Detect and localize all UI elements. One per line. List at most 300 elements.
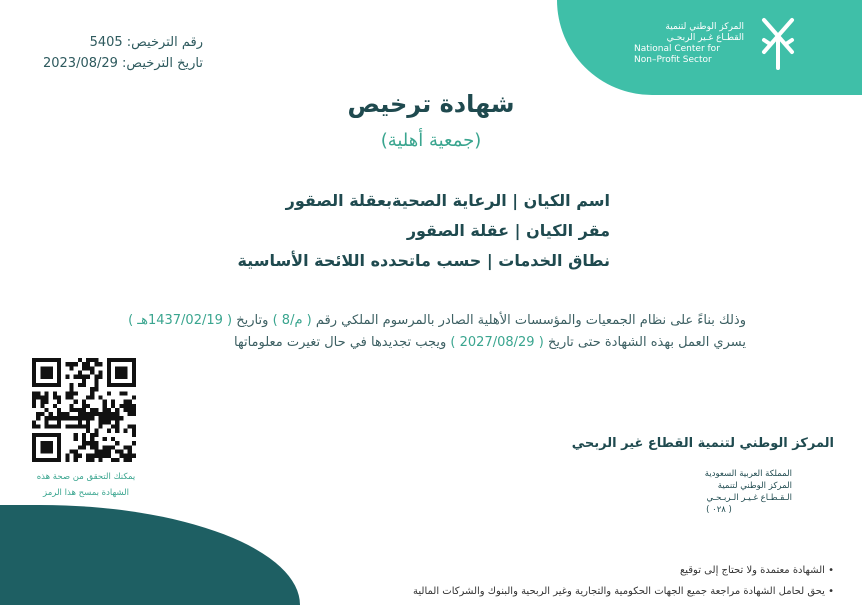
qr-module — [57, 450, 61, 454]
qr-module — [124, 370, 128, 374]
qr-module — [32, 379, 36, 383]
qr-module — [119, 358, 123, 362]
qr-module — [115, 408, 119, 412]
qr-module — [94, 433, 98, 437]
qr-module — [124, 400, 128, 404]
qr-module — [86, 395, 90, 399]
qr-module — [69, 404, 73, 408]
qr-module — [78, 370, 82, 374]
qr-module — [82, 379, 86, 383]
qr-module — [57, 358, 61, 362]
qr-module — [78, 420, 82, 424]
qr-module — [49, 375, 53, 379]
qr-module — [44, 400, 48, 404]
qr-module — [111, 404, 115, 408]
qr-module — [132, 379, 136, 383]
qr-module — [36, 412, 40, 416]
qr-module — [69, 408, 73, 412]
legal-line1-text: وذلك بناءً على نظام الجمعيات والمؤسسات الأهلية الصادر بالمرسوم الملكي رقم — [315, 313, 746, 328]
qr-module — [115, 375, 119, 379]
qr-module — [44, 395, 48, 399]
qr-module — [119, 391, 123, 395]
logo-english-line2: Non–Profit Sector — [634, 55, 712, 65]
qr-module — [49, 416, 53, 420]
qr-module — [90, 391, 94, 395]
qr-module — [36, 391, 40, 395]
qr-module — [57, 437, 61, 441]
qr-module — [90, 437, 94, 441]
qr-module — [57, 366, 61, 370]
qr-module — [74, 375, 78, 379]
qr-module — [124, 404, 128, 408]
qr-module — [40, 358, 44, 362]
qr-module — [119, 450, 123, 454]
qr-module — [32, 395, 36, 399]
qr-module — [44, 391, 48, 395]
qr-module — [65, 425, 69, 429]
qr-module — [132, 429, 136, 433]
qr-module — [86, 375, 90, 379]
qr-module — [44, 458, 48, 462]
qr-module — [82, 433, 86, 437]
qr-module — [90, 395, 94, 399]
qr-module — [82, 366, 86, 370]
qr-module — [53, 425, 57, 429]
qr-module — [49, 445, 53, 449]
qr-module — [94, 450, 98, 454]
qr-module — [57, 425, 61, 429]
qr-module — [32, 375, 36, 379]
qr-module — [82, 441, 86, 445]
qr-module — [107, 366, 111, 370]
qr-module — [90, 445, 94, 449]
qr-module — [49, 450, 53, 454]
qr-module — [115, 416, 119, 420]
stamp-line2: المركز الوطني لتنمية — [717, 481, 792, 491]
qr-module — [111, 437, 115, 441]
qr-module — [74, 425, 78, 429]
qr-module — [40, 400, 44, 404]
qr-module — [111, 412, 115, 416]
qr-module — [94, 358, 98, 362]
qr-module — [69, 383, 73, 387]
qr-module — [32, 458, 36, 462]
qr-module — [44, 425, 48, 429]
qr-module — [49, 383, 53, 387]
qr-module — [32, 370, 36, 374]
qr-module — [107, 362, 111, 366]
certificate-title: شهادة ترخيص — [347, 90, 515, 118]
qr-module — [57, 362, 61, 366]
qr-module — [132, 454, 136, 458]
qr-module — [82, 400, 86, 404]
qr-module — [107, 358, 111, 362]
qr-module — [94, 379, 98, 383]
qr-module — [44, 383, 48, 387]
qr-module — [111, 425, 115, 429]
qr-module — [57, 379, 61, 383]
qr-module — [107, 450, 111, 454]
qr-module — [53, 416, 57, 420]
stamp-line1: المملكة العربية السعودية — [704, 469, 792, 479]
qr-module — [82, 375, 86, 379]
qr-module — [132, 425, 136, 429]
qr-module — [78, 375, 82, 379]
qr-module — [124, 408, 128, 412]
qr-module — [69, 362, 73, 366]
qr-module — [124, 454, 128, 458]
qr-module — [65, 416, 69, 420]
qr-module — [32, 433, 36, 437]
qr-module — [44, 450, 48, 454]
qr-module — [132, 375, 136, 379]
license-meta — [27, 32, 203, 74]
qr-module — [86, 429, 90, 433]
qr-module — [90, 458, 94, 462]
qr-module — [69, 395, 73, 399]
qr-module — [103, 454, 107, 458]
qr-module — [107, 429, 111, 433]
qr-module — [44, 420, 48, 424]
qr-module — [65, 458, 69, 462]
qr-module — [94, 429, 98, 433]
qr-module — [86, 420, 90, 424]
qr-module — [57, 420, 61, 424]
qr-module — [132, 370, 136, 374]
qr-module — [36, 425, 40, 429]
qr-module — [99, 416, 103, 420]
qr-module — [128, 400, 132, 404]
qr-module — [94, 454, 98, 458]
qr-module — [115, 450, 119, 454]
qr-module — [44, 441, 48, 445]
qr-module — [86, 441, 90, 445]
qr-module — [82, 383, 86, 387]
qr-module — [57, 375, 61, 379]
qr-module — [82, 412, 86, 416]
entity-name: اسم الكيان | الرعاية الصحيةبعقلة الصقور — [285, 191, 610, 210]
qr-module — [103, 416, 107, 420]
qr-module — [103, 412, 107, 416]
qr-module — [53, 383, 57, 387]
qr-module — [53, 404, 57, 408]
issuer-stamp — [680, 468, 792, 516]
qr-module — [86, 412, 90, 416]
legal-paragraph — [120, 310, 746, 354]
logo-english-line1: National Center for — [634, 44, 720, 54]
qr-module — [74, 408, 78, 412]
qr-module — [78, 358, 82, 362]
qr-module — [74, 362, 78, 366]
qr-module — [115, 366, 119, 370]
qr-module — [94, 445, 98, 449]
qr-module — [99, 375, 103, 379]
qr-module — [111, 358, 115, 362]
qr-module — [103, 450, 107, 454]
qr-module — [57, 433, 61, 437]
qr-module — [115, 383, 119, 387]
qr-module — [128, 445, 132, 449]
qr-module — [107, 420, 111, 424]
notes-list — [413, 560, 834, 602]
qr-module — [132, 383, 136, 387]
qr-module — [32, 437, 36, 441]
logo-text — [634, 22, 744, 66]
qr-module — [69, 366, 73, 370]
footer-corner-shape — [0, 505, 300, 605]
logo-arabic-line1: المركز الوطني لتنمية — [665, 22, 744, 32]
qr-module — [57, 395, 61, 399]
qr-module — [90, 416, 94, 420]
qr-module — [111, 445, 115, 449]
qr-module — [99, 395, 103, 399]
qr-module — [124, 375, 128, 379]
qr-module — [124, 383, 128, 387]
qr-module — [132, 358, 136, 362]
qr-module — [132, 441, 136, 445]
qr-module — [65, 375, 69, 379]
qr-module — [128, 450, 132, 454]
qr-module — [119, 454, 123, 458]
qr-module — [74, 400, 78, 404]
legal-line-1 — [120, 310, 746, 332]
qr-module — [36, 416, 40, 420]
qr-module — [124, 445, 128, 449]
qr-module — [132, 395, 136, 399]
qr-module — [107, 412, 111, 416]
qr-module — [119, 383, 123, 387]
qr-module — [57, 370, 61, 374]
qr-module — [86, 358, 90, 362]
note-text: الشهادة معتمدة ولا تحتاج إلى توقيع — [679, 565, 825, 576]
qr-module — [32, 454, 36, 458]
qr-module — [53, 395, 57, 399]
qr-module — [40, 375, 44, 379]
qr-module — [78, 383, 82, 387]
qr-module — [40, 445, 44, 449]
qr-module — [44, 370, 48, 374]
qr-module — [49, 433, 53, 437]
qr-module — [57, 454, 61, 458]
license-number: رقم الترخيص: 5405 — [89, 35, 203, 50]
logo — [634, 14, 800, 74]
qr-module — [90, 441, 94, 445]
qr-module — [94, 412, 98, 416]
qr-module — [69, 416, 73, 420]
note-item: • يحق لحامل الشهادة مراجعة جميع الجهات الحكومية والتجارية وغير الربحية والبنوك والشركات المالية — [413, 586, 834, 597]
qr-module — [99, 370, 103, 374]
note-text: يحق لحامل الشهادة مراجعة جميع الجهات الحكومية والتجارية وغير الربحية والبنوك والشركات المالية — [413, 586, 825, 597]
qr-module — [49, 425, 53, 429]
qr-module — [115, 370, 119, 374]
qr-module — [44, 416, 48, 420]
qr-module — [36, 395, 40, 399]
qr-module — [124, 391, 128, 395]
qr-module — [103, 445, 107, 449]
qr-module — [99, 454, 103, 458]
qr-module — [32, 362, 36, 366]
license-date: تاريخ الترخيص: 2023/08/29 — [42, 56, 203, 71]
qr-module — [65, 395, 69, 399]
qr-module — [107, 383, 111, 387]
qr-module — [57, 383, 61, 387]
qr-module — [107, 454, 111, 458]
qr-module — [111, 458, 115, 462]
qr-note-line2: الشهادة بمسح هذا الرمز — [43, 488, 129, 498]
qr-module — [69, 391, 73, 395]
qr-module — [86, 458, 90, 462]
qr-module — [99, 458, 103, 462]
qr-code-icon[interactable] — [32, 358, 136, 462]
qr-module — [86, 454, 90, 458]
qr-module — [82, 404, 86, 408]
services-scope: نطاق الخدمات | حسب ماتحدده اللائحة الأساسية — [237, 251, 610, 270]
qr-module — [40, 458, 44, 462]
qr-module — [40, 366, 44, 370]
qr-module — [61, 416, 65, 420]
qr-module — [111, 383, 115, 387]
qr-module — [40, 450, 44, 454]
qr-module — [82, 416, 86, 420]
qr-module — [74, 433, 78, 437]
qr-module — [40, 370, 44, 374]
qr-module — [115, 458, 119, 462]
qr-module — [65, 362, 69, 366]
qr-module — [57, 400, 61, 404]
qr-module — [119, 375, 123, 379]
qr-module — [40, 383, 44, 387]
entity-details — [200, 186, 610, 276]
qr-module — [128, 358, 132, 362]
legal-line-2 — [120, 332, 746, 354]
qr-module — [86, 416, 90, 420]
qr-module — [86, 425, 90, 429]
qr-module — [40, 433, 44, 437]
qr-module — [107, 408, 111, 412]
qr-module — [32, 400, 36, 404]
qr-module — [53, 358, 57, 362]
qr-module — [128, 412, 132, 416]
qr-module — [53, 458, 57, 462]
qr-module — [115, 420, 119, 424]
qr-module — [94, 383, 98, 387]
qr-module — [82, 425, 86, 429]
qr-module — [90, 454, 94, 458]
qr-module — [94, 441, 98, 445]
qr-module — [36, 358, 40, 362]
qr-module — [132, 404, 136, 408]
qr-module — [86, 362, 90, 366]
issuer-name: المركز الوطني لتنمية القطاع غير الربحي — [571, 436, 834, 451]
entity-location: مقر الكيان | عقلة الصقور — [406, 221, 610, 240]
qr-module — [36, 433, 40, 437]
qr-module — [132, 408, 136, 412]
qr-module — [90, 408, 94, 412]
qr-module — [40, 395, 44, 399]
qr-module — [49, 370, 53, 374]
decree-number: ( م/8 ) — [272, 313, 312, 328]
qr-module — [90, 433, 94, 437]
qr-note-line1: يمكنك التحقق من صحة هذه — [36, 472, 136, 482]
qr-module — [82, 445, 86, 449]
qr-module — [103, 437, 107, 441]
qr-module — [49, 358, 53, 362]
qr-module — [94, 362, 98, 366]
qr-module — [53, 391, 57, 395]
qr-module — [78, 454, 82, 458]
qr-module — [36, 383, 40, 387]
qr-module — [44, 366, 48, 370]
qr-module — [103, 404, 107, 408]
qr-module — [57, 416, 61, 420]
qr-module — [90, 358, 94, 362]
validity-text: يسري العمل بهذه الشهادة حتى تاريخ — [547, 335, 746, 350]
qr-module — [82, 437, 86, 441]
qr-module — [40, 404, 44, 408]
qr-module — [119, 404, 123, 408]
qr-module — [32, 445, 36, 449]
qr-module — [128, 383, 132, 387]
note-item: • الشهادة معتمدة ولا تحتاج إلى توقيع — [679, 565, 834, 576]
qr-module — [49, 441, 53, 445]
decree-date: ( 1437/02/19هـ ) — [128, 313, 233, 328]
qr-module — [107, 379, 111, 383]
qr-module — [65, 412, 69, 416]
qr-module — [65, 454, 69, 458]
qr-module — [99, 425, 103, 429]
qr-module — [44, 408, 48, 412]
qr-module — [115, 429, 119, 433]
qr-module — [32, 358, 36, 362]
qr-module — [57, 441, 61, 445]
qr-module — [74, 454, 78, 458]
qr-module — [49, 458, 53, 462]
qr-module — [90, 387, 94, 391]
qr-module — [124, 358, 128, 362]
certificate-subtitle: (جمعية أهلية) — [380, 130, 482, 151]
ncnp-logo-icon — [756, 14, 800, 74]
qr-module — [132, 433, 136, 437]
qr-module — [94, 408, 98, 412]
qr-module — [119, 366, 123, 370]
qr-module — [44, 375, 48, 379]
qr-module — [132, 362, 136, 366]
qr-module — [32, 366, 36, 370]
qr-module — [82, 408, 86, 412]
qr-module — [40, 441, 44, 445]
qr-module — [124, 366, 128, 370]
qr-module — [115, 358, 119, 362]
qr-module — [115, 425, 119, 429]
qr-module — [32, 391, 36, 395]
qr-module — [78, 412, 82, 416]
qr-module — [74, 437, 78, 441]
qr-module — [103, 408, 107, 412]
qr-module — [32, 441, 36, 445]
qr-module — [53, 433, 57, 437]
qr-module — [107, 370, 111, 374]
qr-module — [132, 366, 136, 370]
qr-module — [61, 412, 65, 416]
qr-module — [99, 412, 103, 416]
renewal-text: ويجب تجديدها في حال تغيرت معلوماتها — [234, 335, 447, 350]
qr-module — [119, 416, 123, 420]
qr-module — [124, 429, 128, 433]
valid-until-date: ( 2027/08/29 ) — [450, 335, 544, 350]
qr-module — [128, 454, 132, 458]
qr-module — [69, 425, 73, 429]
qr-module — [32, 450, 36, 454]
